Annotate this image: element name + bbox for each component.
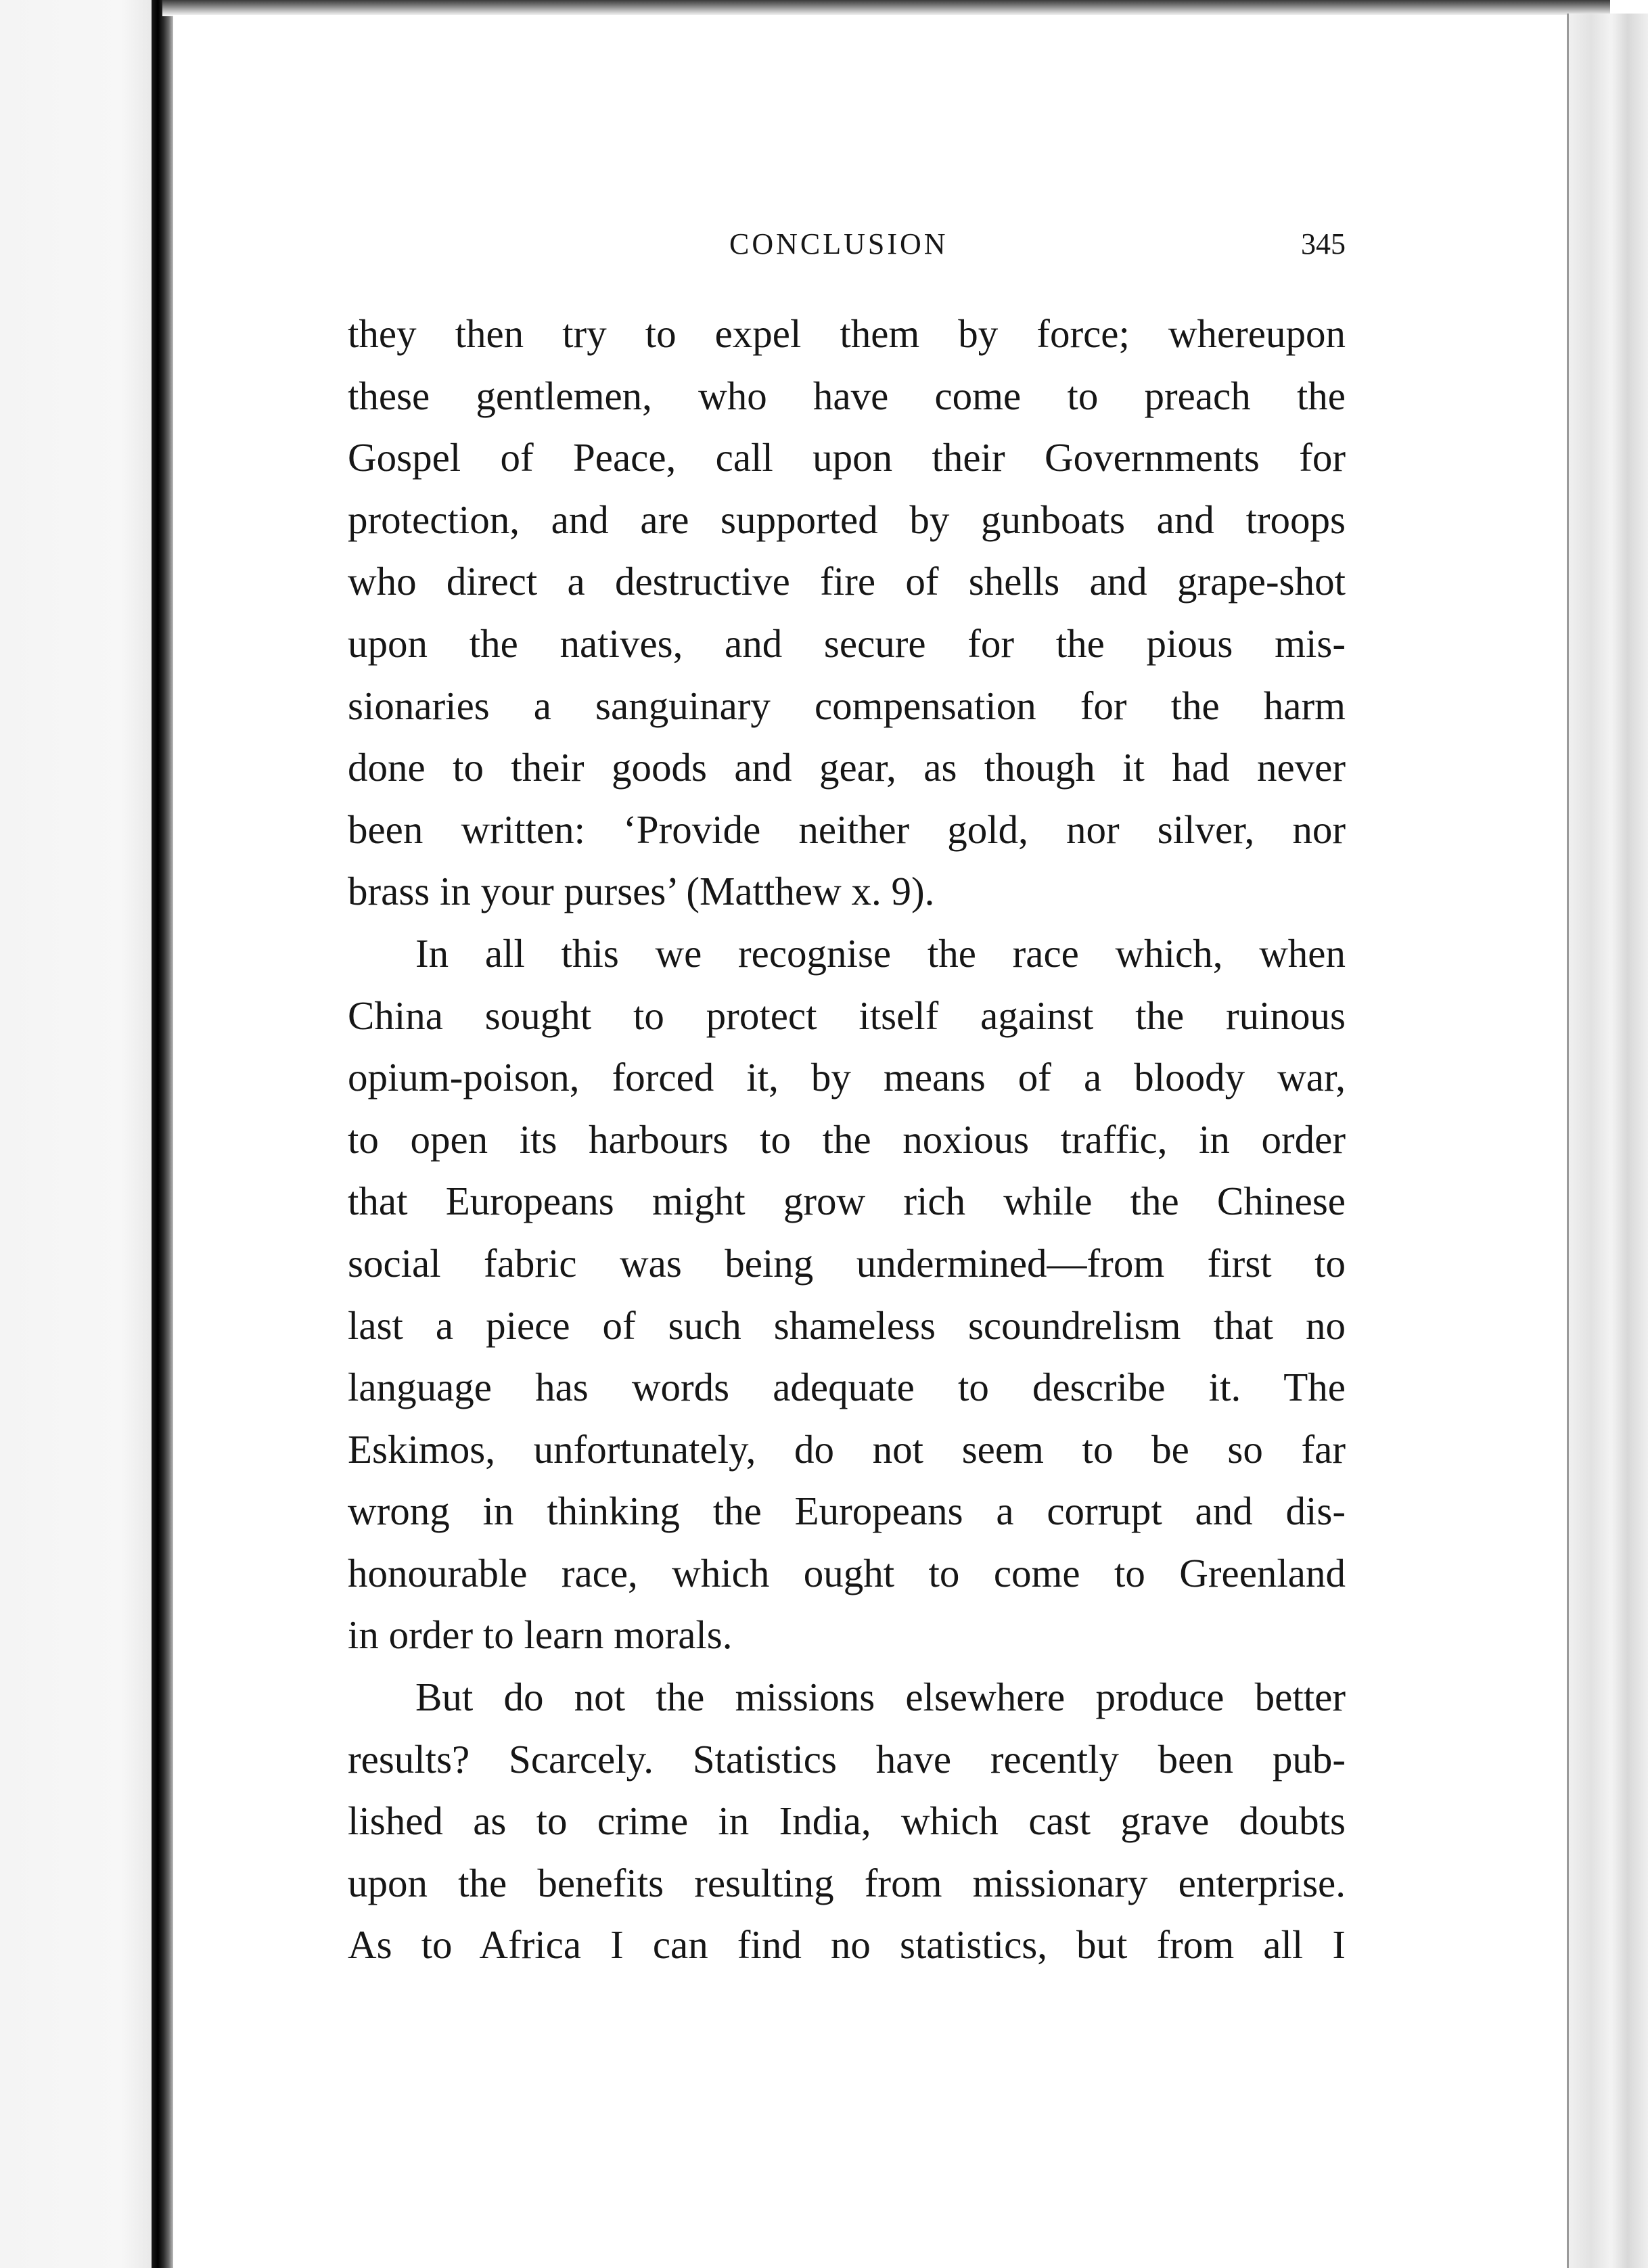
text-line: that Europeans might grow rich while the Chinese (348, 1179, 1346, 1224)
text-line: language has words adequate to describe it. The (348, 1365, 1346, 1410)
page-number: 345 (1301, 227, 1346, 260)
text-line: results? Scarcely. Statistics have recently been pub- (348, 1736, 1346, 1782)
text-line: Eskimos, unfortunately, do not seem to be so far (348, 1426, 1346, 1472)
text-line: Gospel of Peace, call upon their Governments for (348, 435, 1346, 480)
page-edge-line (1567, 14, 1569, 2268)
running-head (348, 220, 1346, 274)
text-line: lished as to crime in India, which cast grave doubts (348, 1798, 1346, 1844)
text-line: China sought to protect itself against the ruinous (348, 993, 1346, 1038)
book-gutter (152, 0, 173, 2268)
text-line: done to their goods and gear, as though it had never (348, 745, 1346, 790)
text-line: in order to learn morals. (348, 1612, 733, 1658)
body-text (348, 303, 1346, 1976)
text-line: As to Africa I can find no statistics, but from all I (348, 1922, 1346, 1968)
paragraph-first-line: But do not the missions elsewhere produce better (415, 1675, 1346, 1720)
text-line: wrong in thinking the Europeans a corrupt and dis- (348, 1489, 1346, 1534)
text-line: brass in your purses’ (Matthew x. 9). (348, 869, 935, 914)
text-line: to open its harbours to the noxious traffic, in order (348, 1116, 1346, 1162)
text-line: who direct a destructive fire of shells and grape-shot (348, 559, 1346, 604)
text-line: opium-poison, forced it, by means of a bloody war, (348, 1055, 1346, 1100)
left-facing-page (0, 0, 152, 2268)
text-line: upon the natives, and secure for the pious mis- (348, 620, 1346, 666)
text-line: protection, and are supported by gunboats and troops (348, 497, 1346, 542)
paragraph-first-line: In all this we recognise the race which, when (415, 930, 1346, 976)
text-line: sionaries a sanguinary compensation for the harm (348, 683, 1346, 728)
text-line: upon the benefits resulting from missionary enterprise. (348, 1860, 1346, 1905)
text-line: these gentlemen, who have come to preach the (348, 373, 1346, 418)
page-top-edge (162, 0, 1610, 16)
page-fore-edge (1567, 14, 1648, 2268)
text-line: honourable race, which ought to come to Greenland (348, 1550, 1346, 1595)
running-title: CONCLUSION (729, 227, 948, 260)
text-line: last a piece of such shameless scoundrelism that no (348, 1302, 1346, 1348)
text-line: been written: ‘Provide neither gold, nor silver, nor (348, 807, 1346, 852)
text-line: they then try to expel them by force; whereupon (348, 311, 1346, 356)
text-line: social fabric was being undermined—from first to (348, 1240, 1346, 1286)
